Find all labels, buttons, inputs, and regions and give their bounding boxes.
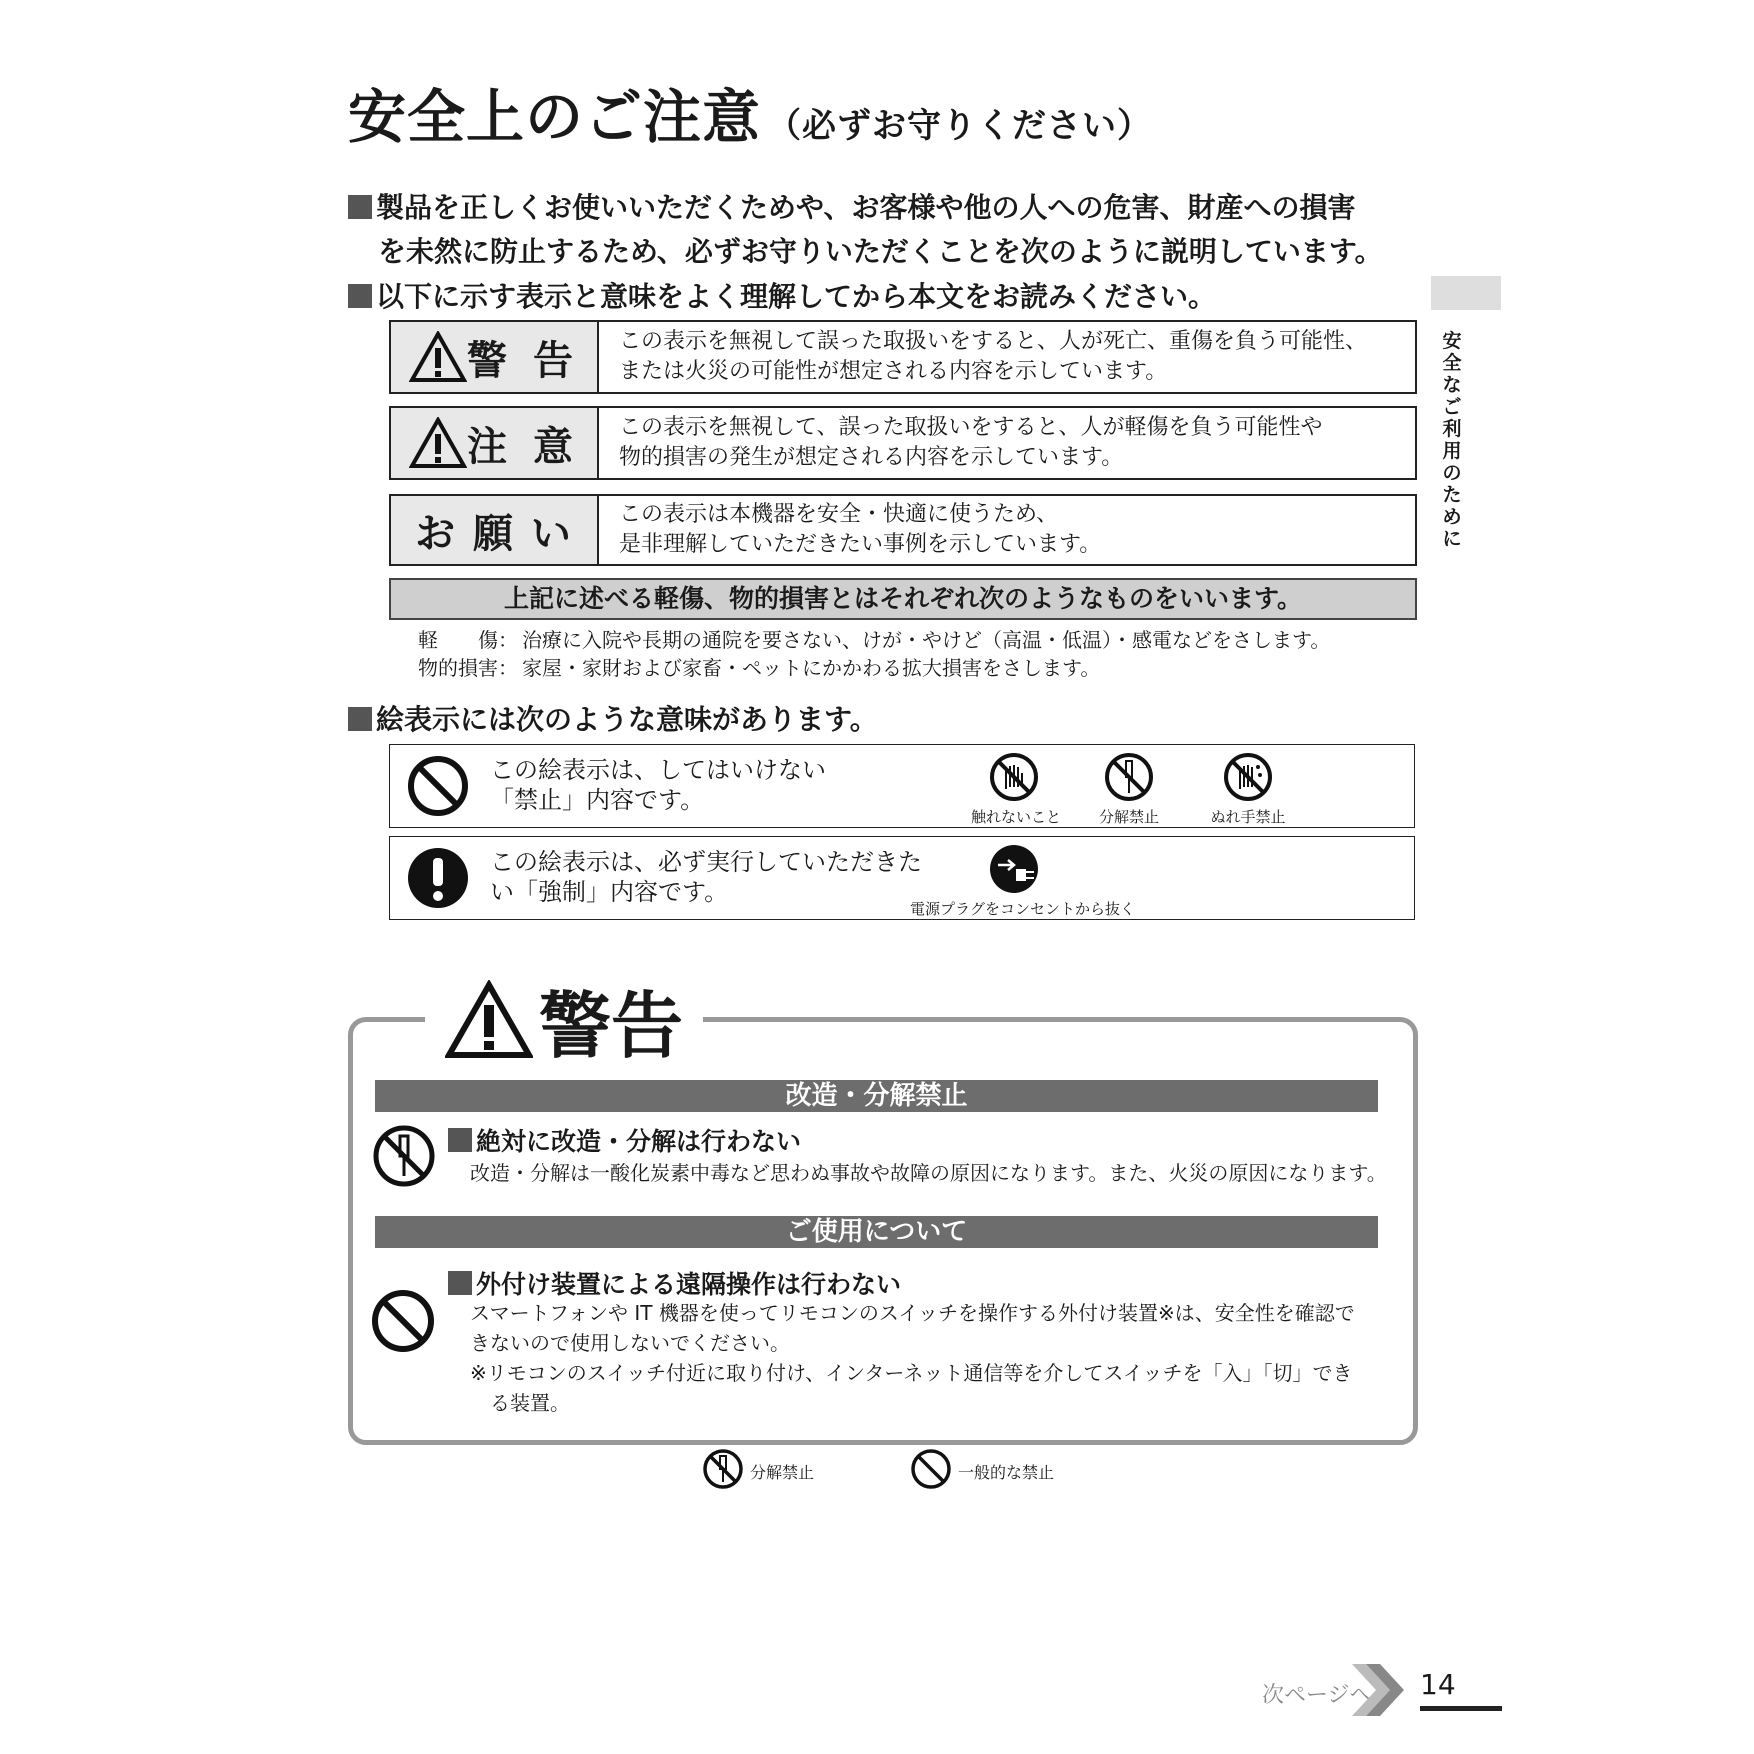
warning-triangle-icon [409, 331, 467, 383]
item-heading-no-remote-control: 外付け装置による遠隔操作は行わない [448, 1265, 901, 1301]
warning-section-title: 警告 [425, 968, 703, 1072]
disassembly-prohibited-icon [372, 1124, 436, 1188]
section-bar-usage: ご使用について [375, 1216, 1378, 1248]
definition-minor-injury: 軽 傷： 治療に入院や長期の通院を要さない、けが・やけど（高温・低温）・感電などをさします。 [418, 628, 1331, 652]
caption-unplug: 電源プラグをコンセントから抜く [910, 900, 1136, 918]
square-bullet-icon [448, 1128, 472, 1152]
item-body-no-modification: 改造・分解は一酸化炭素中毒など思わぬ事故や故障の原因になります。また、火災の原因になります。 [470, 1161, 1387, 1185]
side-tab-label: 安全なご利用のために [1442, 330, 1462, 550]
warning-triangle-icon [445, 980, 533, 1060]
legend-caution: 注 意 この表示を無視して、誤った取扱いをすると、人が軽傷を負う可能性や 物的損害の発生が想定される内容を示しています。 [389, 406, 1417, 480]
mandatory-exclamation-icon [406, 846, 470, 910]
wet-hands-prohibited-icon [1222, 751, 1274, 803]
square-bullet-icon [348, 707, 372, 731]
next-page-arrow-icon[interactable] [1348, 1660, 1406, 1720]
caption-disassembly-prohibited: 分解禁止 [1098, 808, 1159, 826]
pictogram-mandatory-box: この絵表示は、必ず実行していただきた い「強制」内容です。 電源プラグをコンセントから抜く [389, 836, 1415, 920]
unplug-icon [988, 843, 1040, 895]
item-body-no-remote-control: スマートフォンや IT 機器を使ってリモコンのスイッチを操作する外付け装置※は、安全性を確認で きないので使用しないでください。 ※リモコンのスイッチ付近に取り付け、インターネット通信等を介してスイッチを「入」「切」でき る装置。 [470, 1301, 1355, 1415]
prohibition-icon [370, 1288, 436, 1354]
do-not-touch-icon [988, 751, 1040, 803]
page-title-sub: （必ずお守りください） [767, 106, 1153, 146]
footer-label-disassembly: 分解禁止 [750, 1463, 815, 1482]
prohibition-icon [406, 754, 470, 818]
legend-label: 警 告 [467, 337, 579, 384]
legend-label: 注 意 [467, 423, 579, 470]
intro-line-1: 製品を正しくお使いいただくためや、お客様や他の人への危害、財産への損害 [348, 186, 1355, 226]
square-bullet-icon [348, 195, 372, 219]
caption-do-not-touch: 触れないこと [970, 808, 1061, 826]
definitions-banner: 上記に述べる軽傷、物的損害とはそれぞれ次のようなものをいいます。 [389, 578, 1417, 620]
pictograms-heading: 絵表示には次のような意味があります。 [348, 698, 878, 738]
caution-triangle-icon [409, 417, 467, 469]
intro-line-3: 以下に示す表示と意味をよく理解してから本文をお読みください。 [348, 275, 1216, 315]
page-title: 安全上のご注意 （必ずお守りください） [348, 83, 1153, 151]
intro-line-2: を未然に防止するため、必ずお守りいただくことを次のように説明しています。 [378, 235, 1383, 268]
next-page-label[interactable]: 次ページへ [1262, 1683, 1372, 1708]
general-prohibition-icon [910, 1448, 952, 1490]
legend-request: お 願 い この表示は本機器を安全・快適に使うため、 是非理解していただきたい事例を示しています。 [389, 494, 1417, 566]
square-bullet-icon [348, 284, 372, 308]
disassembly-prohibited-icon [702, 1448, 744, 1490]
page-number: 14 [1420, 1668, 1456, 1701]
footer-label-general: 一般的な禁止 [958, 1463, 1055, 1482]
page-number-underline [1420, 1706, 1502, 1711]
section-bar-modification: 改造・分解禁止 [375, 1080, 1378, 1112]
square-bullet-icon [448, 1271, 472, 1295]
disassembly-prohibited-icon [1103, 751, 1155, 803]
caption-wet-hands-prohibited: ぬれ手禁止 [1210, 808, 1286, 826]
pictogram-prohibit-box: この絵表示は、してはいけない 「禁止」内容です。 触れないこと 分解禁止 ぬれ手禁止 [389, 744, 1415, 828]
definition-property-damage: 物的損害： 家屋・家財および家畜・ペットにかかわる拡大損害をさします。 [418, 656, 1101, 680]
legend-warning: 警 告 この表示を無視して誤った取扱いをすると、人が死亡、重傷を負う可能性、 または火災の可能性が想定される内容を示しています。 [389, 320, 1417, 394]
item-heading-no-modification: 絶対に改造・分解は行わない [448, 1122, 801, 1158]
side-tab-marker [1431, 276, 1501, 310]
legend-label: お 願 い [415, 510, 573, 557]
